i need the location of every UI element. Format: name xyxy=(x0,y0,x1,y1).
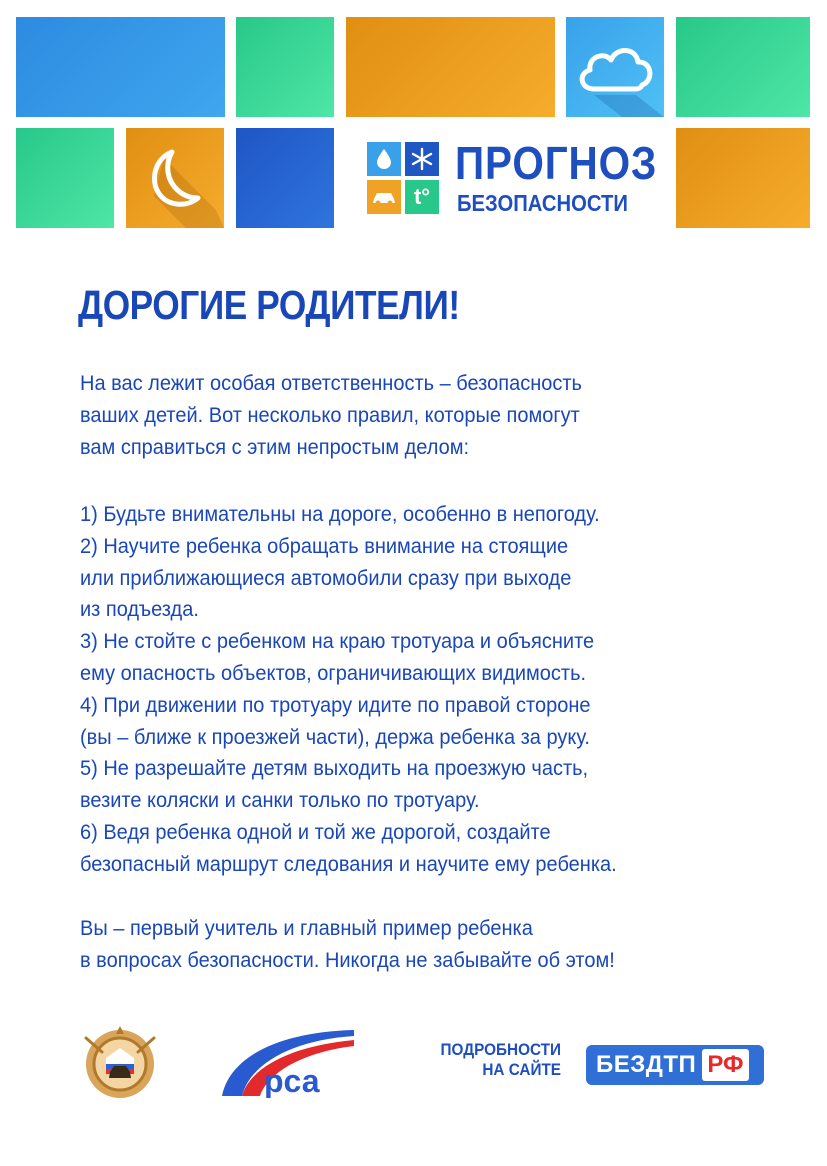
header-tile-orange-1 xyxy=(346,17,555,117)
logo-tile-snow xyxy=(405,142,439,176)
logo-tile-temperature xyxy=(405,180,439,214)
car-icon xyxy=(371,188,397,206)
prognoz-logo xyxy=(367,138,667,218)
rule-line: (вы – ближе к проезжей части), держа ребенка за руку. xyxy=(80,724,590,749)
rule-line: 6) Ведя ребенка одной и той же дорогой, создайте xyxy=(80,819,551,844)
header-tile-orange-2 xyxy=(676,128,810,228)
rsa-logo xyxy=(220,1026,360,1098)
drop-icon xyxy=(374,148,394,170)
site-name-part2: РФ xyxy=(702,1049,748,1081)
rule-line: 5) Не разрешайте детям выходить на проезжую часть, xyxy=(80,756,589,781)
rule-line: 2) Научите ребенка обращать внимание на стоящие xyxy=(80,533,569,558)
rule-line: безопасный маршрут следования и научите ему ребенка. xyxy=(80,851,617,876)
details-line-2: НА САЙТЕ xyxy=(482,1060,561,1079)
rsa-logo-text: рса xyxy=(264,1063,320,1098)
rule-line: из подъезда. xyxy=(80,597,199,622)
logo-tile-drop xyxy=(367,142,401,176)
intro-line: На вас лежит особая ответственность – безопасность xyxy=(80,371,582,395)
moon-icon xyxy=(126,128,224,228)
site-name-part1: БЕЗДТП xyxy=(596,1051,697,1078)
bezdtp-site-link[interactable] xyxy=(586,1045,764,1085)
header-tile-dark-blue xyxy=(236,128,334,228)
rule-line: 3) Не стойте с ребенком на краю тротуара и объясните xyxy=(80,629,595,654)
page-heading: ДОРОГИЕ РОДИТЕЛИ! xyxy=(78,282,460,328)
intro-line: вам справиться с этим непростым делом: xyxy=(80,434,470,459)
header-tile-green-3 xyxy=(16,128,114,228)
closing-line: в вопросах безопасности. Никогда не забывайте об этом! xyxy=(80,947,615,972)
logo-subtitle: БЕЗОПАСНОСТИ xyxy=(457,190,628,216)
rule-line: везите коляски и санки только по тротуару. xyxy=(80,788,480,813)
header-tile-moon xyxy=(126,128,224,228)
header-tile-green-1 xyxy=(236,17,334,117)
cloud-icon xyxy=(566,17,664,117)
gibdd-emblem xyxy=(76,1018,164,1106)
logo-tile-car xyxy=(367,180,401,214)
intro-paragraph xyxy=(80,368,820,463)
header-tile-blue-1 xyxy=(16,17,225,117)
snowflake-icon xyxy=(410,147,434,171)
details-line-1: ПОДРОБНОСТИ xyxy=(440,1040,561,1059)
closing-paragraph xyxy=(80,913,820,977)
intro-line: ваших детей. Вот несколько правил, которые помогут xyxy=(80,402,580,427)
rule-line: или приближающиеся автомобили сразу при выходе xyxy=(80,565,572,590)
rule-line: ему опасность объектов, ограничивающих видимость. xyxy=(80,660,587,685)
temperature-label: t° xyxy=(413,184,431,209)
logo-tiles xyxy=(367,142,439,214)
header-tile-cloud xyxy=(566,17,664,117)
logo-title: ПРОГНОЗ xyxy=(455,137,658,189)
rule-line: 4) При движении по тротуару идите по правой стороне xyxy=(80,692,591,717)
rules-list xyxy=(80,499,820,881)
header-tile-green-2 xyxy=(676,17,810,117)
closing-line: Вы – первый учитель и главный пример ребенка xyxy=(80,916,533,940)
rule-line: 1) Будьте внимательны на дороге, особенно в непогоду. xyxy=(80,502,600,526)
details-note xyxy=(421,1040,561,1080)
